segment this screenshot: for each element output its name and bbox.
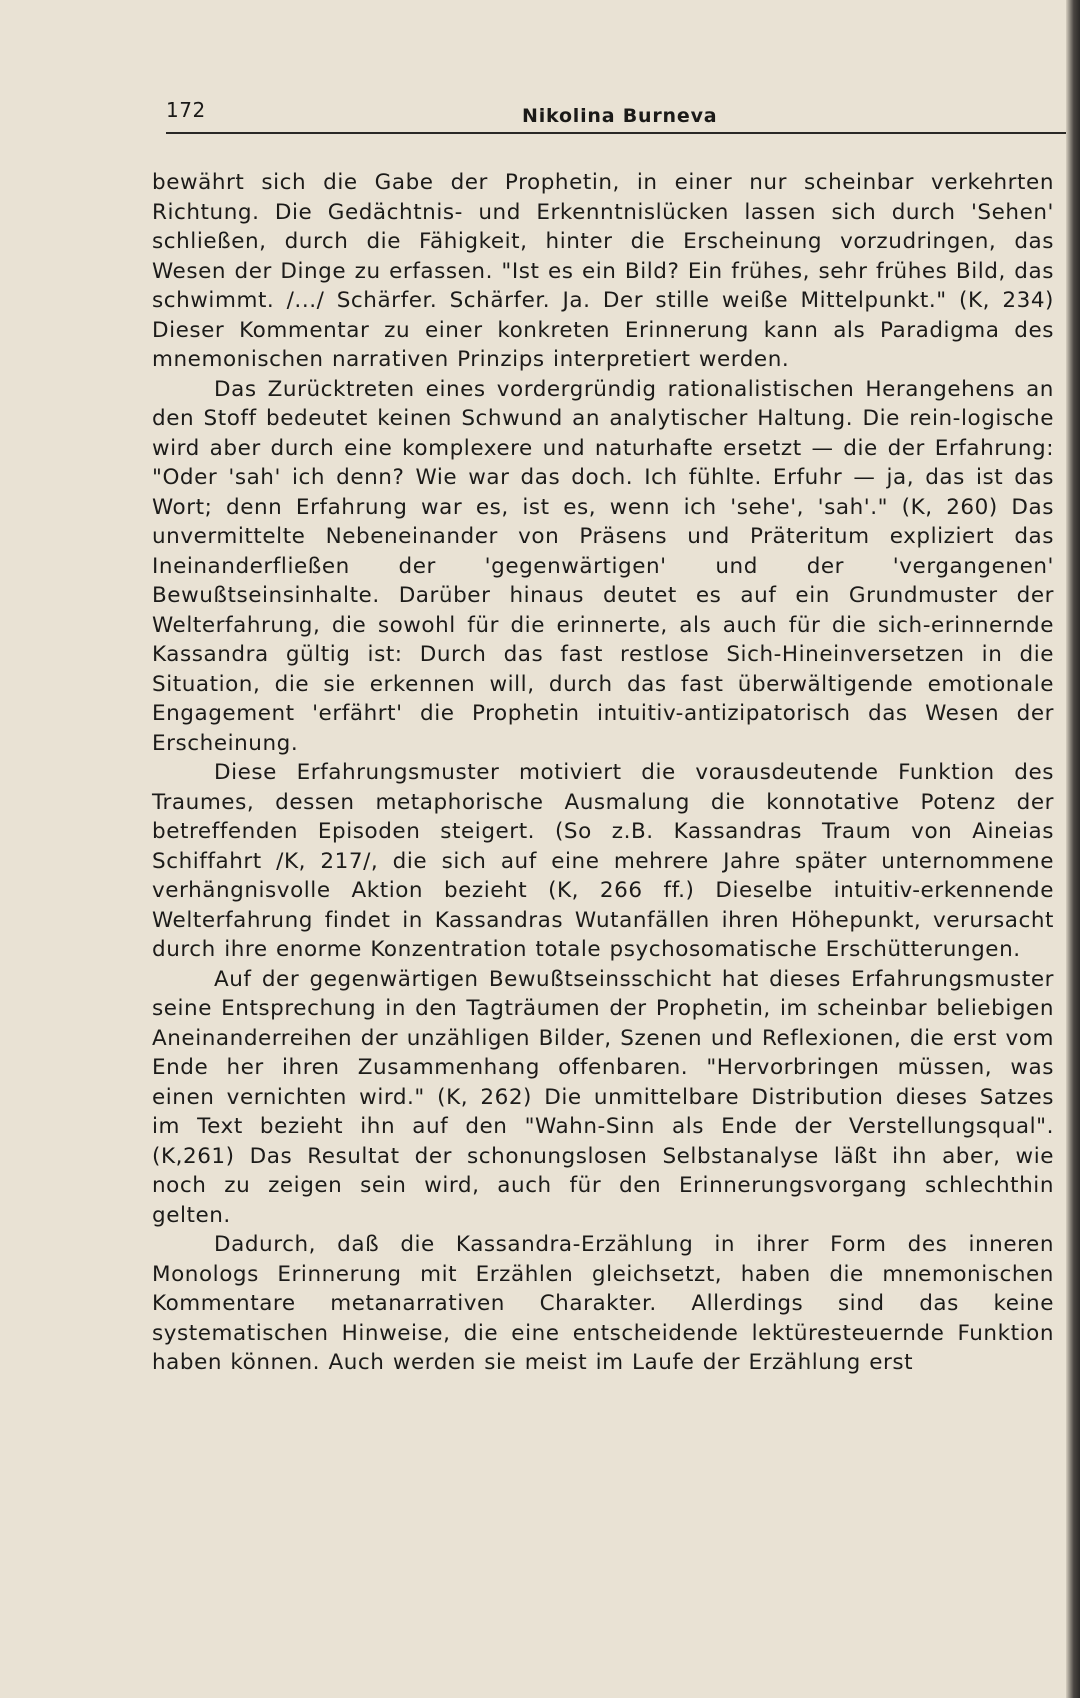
paragraph-2: Das Zurücktreten eines vordergründig rationalistischen Herangehens an den Stoff bedeutet keinen Schwund an analytischer Haltung. Die rein-logische wird aber durch eine komplexere und naturhafte ersetzt — die der Erfahrung: "Oder 'sah' ich denn? Wie war das doch. Ich fühlte. Erfuhr — ja, das ist das Wort; denn Erfahrung war es, ist es, wenn ich 'sehe', 'sah'." (K, 260) Das unvermittelte Nebeneinander von Präsens und Präteritum expliziert das Ineinanderfließen der 'gegenwärtigen' und der 'vergangenen' Bewußtseinsinhalte. Darüber hinaus deutet es auf ein Grundmuster der Welterfahrung, die sowohl für die erinnerte, als auch für die sich-erinnernde Kassandra gültig ist: Durch das fast restlose Sich-Hineinversetzen in die Situation, die sie erkennen will, durch das fast überwältigende emotionale Engagement 'erfährt' die Prophetin intuitiv-antizipatorisch das Wesen der Erscheinung. [152,376,1054,756]
paragraph-1: bewährt sich die Gabe der Prophetin, in einer nur scheinbar verkehrten Richtung. Die Gedächtnis- und Erkenntnislücken lassen sich durch 'Sehen' schließen, durch die Fähigkeit, hinter die Erscheinung vorzudringen, das Wesen der Dinge zu erfassen. "Ist es ein Bild? Ein frühes, sehr frühes Bild, das schwimmt. /.../ Schärfer. Schärfer. Ja. Der stille weiße Mittelpunkt." (K, 234) Dieser Kommentar zu einer konkreten Erinnerung kann als Paradigma des mnemonischen narrativen Prinzips interpretiert werden. [152,170,1054,372]
paragraph-3: Diese Erfahrungsmuster motiviert die vorausdeutende Funktion des Traumes, dessen metaphorische Ausmalung die konnotative Potenz der betreffenden Episoden steigert. (So z.B. Kassandras Traum von Aineias Schiffahrt /K, 217/, die sich auf eine mehrere Jahre später unternommene verhängnisvolle Aktion bezieht (K, 266 ff.) Dieselbe intuitiv-erkennende Welterfahrung findet in Kassandras Wutanfällen ihren Höhepunkt, verursacht durch ihre enorme Konzentration totale psychosomatische Erschütterungen. [152,760,1054,962]
running-head-author: Nikolina Burneva [522,105,718,127]
body-text [152,168,1054,1378]
paragraph-5: Dadurch, daß die Kassandra-Erzählung in ihrer Form des inneren Monologs Erinnerung mit Erzählen gleichsetzt, haben die mnemonischen Kommentare metanarrativen Charakter. Allerdings sind das keine systematischen Hinweise, die eine entscheidende lektüresteuernde Funktion haben können. Auch werden sie meist im Laufe der Erzählung erst [152,1232,1054,1375]
page-edge-shadow [1066,0,1080,1698]
header-rule [166,132,1066,134]
page-number: 172 [166,98,206,122]
paragraph-4: Auf der gegenwärtigen Bewußtseinsschicht hat dieses Erfahrungsmuster seine Entsprechung in den Tagträumen der Prophetin, im scheinbar beliebigen Aneinanderreihen der unzähligen Bilder, Szenen und Reflexionen, die erst vom Ende her ihren Zusammenhang offenbaren. "Hervorbringen müssen, was einen vernichten wird." (K, 262) Die unmittelbare Distribution dieses Satzes im Text bezieht ihn auf den "Wahn-Sinn als Ende der Verstellungsqual". (K,261) Das Resultat der schonungslosen Selbstanalyse läßt ihn aber, wie noch zu zeigen sein wird, auch für den Erinnerungsvorgang schlechthin gelten. [152,966,1054,1228]
page-header [166,96,1066,134]
